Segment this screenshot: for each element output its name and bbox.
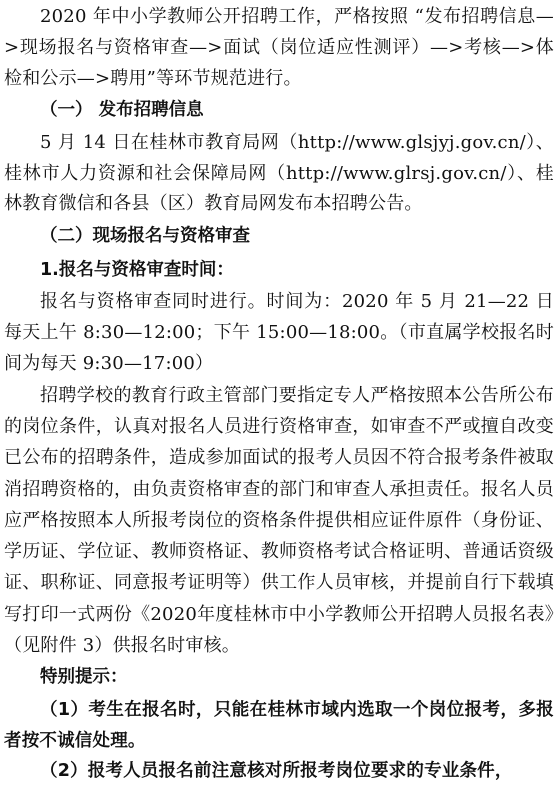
qualification-review-paragraph: 招聘学校的教育行政主管部门要指定专人严格按照本公告所公布的岗位条件，认真对报名人员进行资格审查，如审查不严或擅自改变已公布的招聘条件，造成参加面试的报考人员因不符合报考条件被取消招聘资格的，由负责资格审查的部门和审查人承担责任。报名人员应严格按照本人所报考岗位的资格条件提供相应证件原件（身份证、学历证、学位证、教师资格证、教师资格考试合格证明、普通话资级证、职称证、同意报考证明等）供工作人员审核，并提前自行下载填写打印一式两份《2020年度桂林市中小学教师公开招聘人员报名表》（见附件 3）供报名时审核。: [4, 384, 554, 657]
registration-time-paragraph: 报名与资格审查同时进行。时间为：2020 年 5 月 21—22 日每天上午 8:30—12:00；下午 15:00—18:00。（市直属学校报名时间为每天 9:30—17:00）: [4, 291, 554, 374]
intro-paragraph: 2020 年中小学教师公开招聘工作，严格按照 “发布招聘信息—>现场报名与资格审查—>面试（岗位适应性测评）—>考核—>体检和公示—>聘用”等环节规范进行。: [4, 6, 554, 89]
notice-item-2: （2）报考人员报名前注意核对所报考岗位要求的专业条件，: [40, 761, 513, 782]
notice-item-1: （1）考生在报名时，只能在桂林市域内选取一个岗位报考，多报者按不诚信处理。: [4, 699, 554, 751]
special-notice-heading: 特别提示：: [40, 667, 128, 688]
section-heading-registration: （二）现场报名与资格审查: [40, 226, 250, 247]
section-heading-publish: （一） 发布招聘信息: [40, 100, 204, 121]
publish-paragraph: 5 月 14 日在桂林市教育局网（http://www.glsjyj.gov.cn/）、桂林市人力资源和社会保障局网（http://www.glrsj.gov.cn/）、桂林教育微信和各县（区）教育局网发布本招聘公告。: [4, 131, 554, 215]
subsection-heading-time: 1.报名与资格审查时间：: [40, 259, 234, 280]
